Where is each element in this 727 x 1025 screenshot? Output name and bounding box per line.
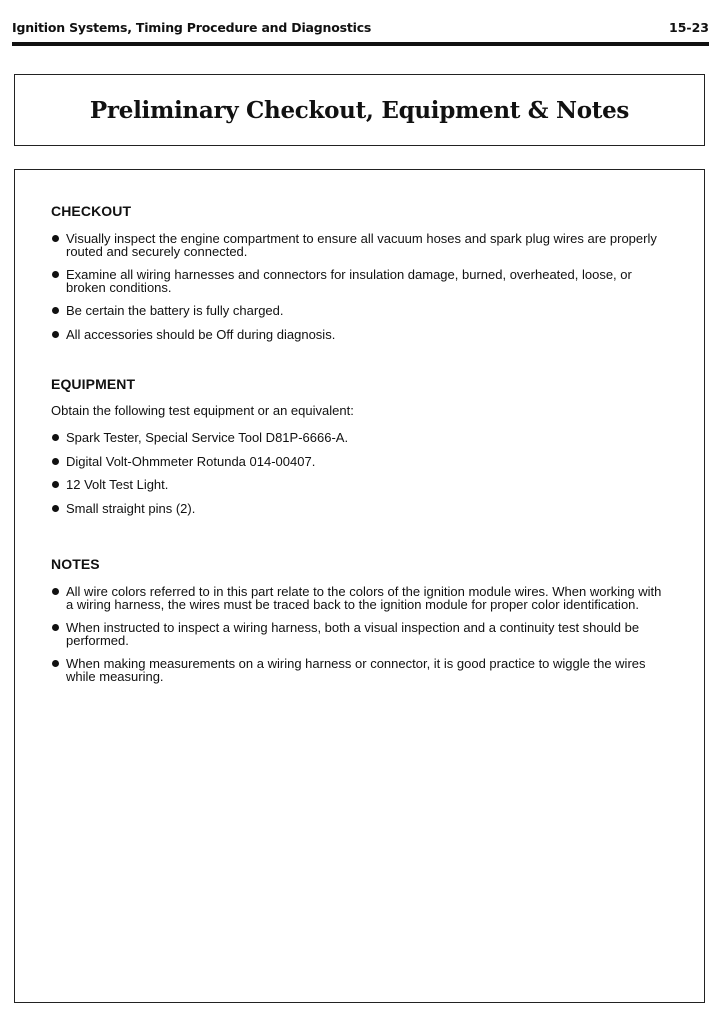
bullet-icon: [52, 307, 59, 314]
notes-item-text: When making measurements on a wiring harness or connector, it is good practice to wiggle the wires while measuring.: [66, 656, 646, 684]
section-title: Ignition Systems, Timing Procedure and Diagnostics: [12, 20, 372, 35]
page-title: Preliminary Checkout, Equipment & Notes: [89, 97, 630, 124]
equipment-item-text: Digital Volt-Ohmmeter Rotunda 014-00407.: [66, 453, 316, 469]
notes-item: [51, 622, 671, 647]
equipment-item-text: Spark Tester, Special Service Tool D81P-6666-A.: [66, 430, 349, 445]
notes-list: [51, 586, 671, 683]
bullet-icon: [52, 235, 59, 242]
equipment-heading: EQUIPMENT: [51, 376, 136, 392]
notes-item-text: When instructed to inspect a wiring harness, both a visual inspection and a continuity test should be performed.: [66, 620, 640, 648]
bullet-icon: [52, 481, 59, 488]
checkout-item: [51, 269, 671, 294]
checkout-item: [51, 233, 671, 258]
page-header: [12, 20, 709, 38]
equipment-item-text: Small straight pins (2).: [66, 500, 196, 516]
bullet-icon: [52, 271, 59, 278]
checkout-item-text: Examine all wiring harnesses and connectors for insulation damage, burned, overheated, loose, or broken conditions.: [66, 267, 632, 295]
bullet-icon: [52, 660, 59, 667]
notes-item-text: All wire colors referred to in this part relate to the colors of the ignition module wires. When working with a wiring harness, the wires must be traced back to the ignition module for proper color identification.: [66, 584, 662, 612]
content-box: [14, 169, 705, 1003]
equipment-item: [51, 432, 671, 445]
bullet-icon: [52, 624, 59, 631]
equipment-item-text: 12 Volt Test Light.: [66, 477, 169, 492]
equipment-item: [51, 479, 671, 492]
checkout-item: [51, 326, 671, 342]
checkout-item-text: Visually inspect the engine compartment to ensure all vacuum hoses and spark plug wires are properly routed and securely connected.: [66, 231, 657, 259]
page-number: 15-23: [669, 20, 709, 35]
bullet-icon: [52, 588, 59, 595]
bullet-icon: [52, 505, 59, 512]
equipment-section: [51, 376, 671, 515]
notes-heading: NOTES: [51, 556, 100, 572]
bullet-icon: [52, 434, 59, 441]
equipment-item: [51, 453, 671, 469]
bullet-icon: [52, 331, 59, 338]
checkout-section: [51, 203, 671, 341]
notes-item: [51, 586, 671, 611]
header-rule: [12, 42, 709, 46]
checkout-item-text: Be certain the battery is fully charged.: [66, 303, 284, 318]
checkout-list: [51, 233, 671, 341]
notes-section: [51, 556, 671, 683]
equipment-item: [51, 500, 671, 516]
checkout-item-text: All accessories should be Off during diagnosis.: [66, 326, 336, 342]
title-box: [14, 74, 705, 146]
checkout-item: [51, 305, 671, 318]
checkout-heading: CHECKOUT: [51, 203, 132, 219]
equipment-list: [51, 432, 671, 515]
bullet-icon: [52, 458, 59, 465]
notes-item: [51, 658, 671, 683]
equipment-intro: Obtain the following test equipment or an equivalent:: [51, 403, 354, 418]
